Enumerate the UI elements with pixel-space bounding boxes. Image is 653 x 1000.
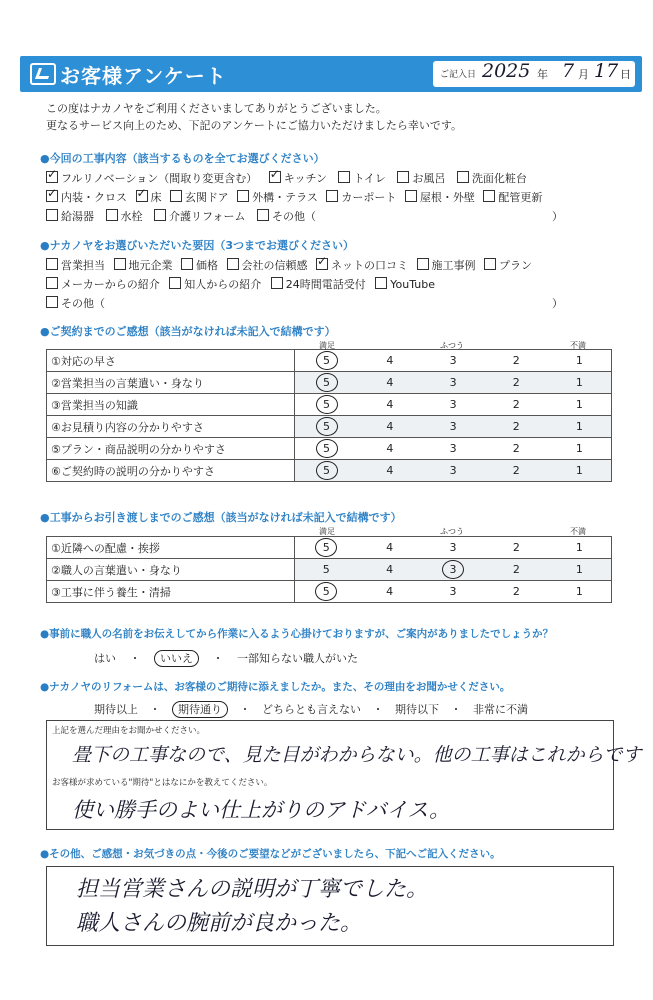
q6-option-below[interactable]: 期待以下: [395, 703, 439, 716]
separator: ・: [212, 652, 224, 665]
score-cell[interactable]: 4: [358, 438, 421, 460]
checkbox-icon[interactable]: [114, 258, 126, 270]
checkbox-checked-icon[interactable]: [46, 190, 58, 202]
table-row: [47, 559, 612, 581]
q2-option[interactable]: 地元企業: [114, 259, 173, 272]
checkbox-icon[interactable]: [106, 209, 118, 221]
score-cell[interactable]: 1: [548, 438, 612, 460]
q6-option-very-unsatisfied[interactable]: 非常に不満: [473, 703, 528, 716]
q1-option[interactable]: ✓ 床: [136, 191, 162, 204]
selected-score[interactable]: 5: [316, 351, 338, 370]
score-cell[interactable]: [294, 581, 358, 603]
q2-title: ●ナカノヤをお選びいただいた要因（3つまでお選びください）: [40, 239, 355, 252]
q2-option[interactable]: メーカーからの紹介: [46, 278, 160, 291]
date-day[interactable]: 17: [594, 60, 619, 82]
score-cell[interactable]: 4: [358, 372, 421, 394]
q6-title: ●ナカノヤのリフォームは、お客様のご期待に添えましたか。また、その理由をお聞かせください。: [40, 681, 511, 693]
q6-options: [94, 701, 528, 717]
score-cell[interactable]: [294, 537, 358, 559]
day-unit: 日: [620, 68, 631, 81]
table-row: [47, 438, 612, 460]
score-cell[interactable]: 4: [358, 394, 421, 416]
q5-option-yes[interactable]: はい: [94, 652, 116, 665]
date-year[interactable]: 2025: [482, 60, 531, 82]
page-title: お客様アンケート: [60, 64, 227, 88]
score-cell[interactable]: 4: [358, 537, 421, 559]
q1-other-close: ）: [552, 210, 563, 223]
q2-option[interactable]: その他（: [46, 297, 105, 310]
score-cell[interactable]: 4: [358, 559, 421, 581]
score-cell[interactable]: 1: [548, 372, 612, 394]
q6-expect-label: お客様が求めている"期待"とはなにかを教えてください。: [52, 778, 273, 788]
score-cell[interactable]: 1: [548, 581, 612, 603]
score-cell[interactable]: 2: [485, 372, 548, 394]
q2-other-close: ）: [552, 297, 563, 310]
date-label: ご記入日: [440, 70, 477, 80]
q2-option[interactable]: ✓ ネットの口コミ: [316, 259, 408, 272]
checkbox-checked-icon[interactable]: [269, 171, 281, 183]
scale-label-unsatisfied: 不満: [570, 527, 586, 536]
score-cell[interactable]: 2: [485, 537, 548, 559]
q5-options: [94, 650, 358, 666]
score-cell[interactable]: 1: [548, 350, 612, 372]
checkbox-icon[interactable]: [46, 209, 58, 221]
q7-comment-line-1[interactable]: 担当営業さんの説明が丁寧でした。: [76, 877, 429, 902]
checkbox-icon[interactable]: [457, 171, 469, 183]
scale-label-satisfied: 満足: [319, 527, 335, 536]
intro-line-2: 更なるサービス向上のため、下記のアンケートにご協力いただけましたら幸いです。: [46, 119, 463, 132]
q5-title: ●事前に職人の名前をお伝えしてから作業に入るよう心掛けておりますが、ご案内がありましたでしょうか？: [40, 628, 554, 640]
q1-option[interactable]: 水栓: [106, 210, 143, 223]
selected-score[interactable]: 5: [315, 582, 337, 601]
q1-option[interactable]: ✓フルリノベーション（間取り変更含む）: [46, 172, 257, 185]
q1-option[interactable]: 屋根・外壁: [405, 191, 475, 204]
question-label: ④お見積り内容の分かりやすさ: [47, 416, 295, 438]
checkbox-icon[interactable]: [46, 277, 58, 289]
q1-option[interactable]: 給湯器: [46, 210, 94, 223]
q2-option[interactable]: 施工事例: [417, 259, 476, 272]
date-month[interactable]: 7: [562, 60, 575, 82]
score-cell[interactable]: 1: [548, 537, 612, 559]
table-row: [47, 460, 612, 482]
checkbox-checked-icon[interactable]: [46, 171, 58, 183]
q1-option[interactable]: カーポート: [326, 191, 396, 204]
score-cell[interactable]: 2: [485, 559, 548, 581]
q2-option[interactable]: YouTube: [375, 278, 435, 291]
score-cell[interactable]: [294, 460, 358, 482]
q6-reason-handwriting[interactable]: 畳下の工事なので、見た目がわからない。他の工事はこれからです: [72, 744, 642, 766]
q6-reason-label: 上記を選んだ理由をお聞かせください。: [52, 726, 206, 736]
table-row: [47, 372, 612, 394]
checkbox-icon[interactable]: [271, 277, 283, 289]
checkbox-icon[interactable]: [257, 209, 269, 221]
score-cell[interactable]: 2: [485, 394, 548, 416]
q1-option[interactable]: ✓内装・クロス: [46, 191, 127, 204]
q5-option-partial[interactable]: 一部知らない職人がいた: [237, 652, 358, 665]
question-label: ②営業担当の言葉遣い・身なり: [47, 372, 295, 394]
intro-text: [46, 100, 462, 134]
score-cell[interactable]: 2: [485, 438, 548, 460]
question-label: ①近隣への配慮・挨拶: [47, 537, 295, 559]
question-label: ①対応の早さ: [47, 350, 295, 372]
score-cell[interactable]: [294, 394, 358, 416]
selected-score[interactable]: 3: [442, 560, 464, 579]
q1-option[interactable]: 洗面化粧台: [457, 172, 527, 185]
q2-row-3: [46, 295, 105, 311]
q2-option[interactable]: プラン: [484, 259, 532, 272]
score-cell[interactable]: 4: [358, 416, 421, 438]
q1-row-1: [46, 170, 527, 186]
q7-title: ●その他、ご感想・お気づきの点・今後のご要望などがございましたら、下記へご記入ください。: [40, 848, 501, 860]
scale-label-neutral: ふつう: [440, 527, 464, 536]
q3-title: ●ご契約までのご感想（該当がなければ未記入で結構です）: [40, 325, 336, 338]
score-cell[interactable]: [294, 372, 358, 394]
q4-rating-table: [46, 536, 612, 603]
checkbox-icon[interactable]: [154, 209, 166, 221]
table-row: [47, 581, 612, 603]
q1-option[interactable]: 介護リフォーム: [154, 210, 245, 223]
checkbox-checked-icon[interactable]: [316, 258, 328, 270]
q6-option-as-expected-selected[interactable]: 期待通り: [172, 701, 228, 718]
score-cell[interactable]: 3: [421, 537, 485, 559]
score-cell[interactable]: 2: [485, 460, 548, 482]
selected-score[interactable]: 5: [315, 538, 337, 557]
score-cell[interactable]: [294, 416, 358, 438]
q1-row-2: [46, 189, 542, 205]
scale-label-unsatisfied: 不満: [570, 341, 586, 350]
checkbox-icon[interactable]: [46, 258, 58, 270]
scale-label-satisfied: 満足: [319, 341, 335, 350]
q6-expect-handwriting[interactable]: 使い勝手のよい仕上がりのアドバイス。: [72, 798, 450, 822]
q1-option[interactable]: ✓ キッチン: [269, 172, 327, 185]
score-cell[interactable]: 1: [548, 460, 612, 482]
score-cell[interactable]: 1: [548, 394, 612, 416]
q2-row-2: [46, 276, 435, 292]
q2-option[interactable]: 知人からの紹介: [169, 278, 261, 291]
score-cell[interactable]: 2: [485, 581, 548, 603]
score-cell[interactable]: 5: [294, 559, 358, 581]
separator: ・: [239, 703, 251, 716]
score-cell[interactable]: 3: [422, 394, 485, 416]
checkbox-icon[interactable]: [484, 258, 496, 270]
checkbox-icon[interactable]: [397, 171, 409, 183]
checkbox-checked-icon[interactable]: [136, 190, 148, 202]
q6-option-neither[interactable]: どちらとも言えない: [262, 703, 361, 716]
q1-option[interactable]: 外構・テラス: [237, 191, 318, 204]
score-cell[interactable]: 3: [422, 416, 485, 438]
checkbox-icon[interactable]: [46, 296, 58, 308]
q2-option[interactable]: 営業担当: [46, 259, 105, 272]
table-row: [47, 394, 612, 416]
q7-comment-line-2[interactable]: 職人さんの腕前が良かった。: [76, 911, 363, 936]
q1-title: ●今回の工事内容（該当するものを全てお選びください）: [40, 152, 325, 165]
selected-score[interactable]: 5: [316, 417, 338, 436]
checkbox-icon[interactable]: [405, 190, 417, 202]
table-row: [47, 416, 612, 438]
q1-option[interactable]: 玄関ドア: [170, 191, 229, 204]
score-cell[interactable]: 3: [422, 350, 485, 372]
q1-option[interactable]: お風呂: [397, 172, 445, 185]
separator: ・: [129, 652, 141, 665]
question-label: ⑥ご契約時の説明の分かりやすさ: [47, 460, 295, 482]
score-cell[interactable]: 4: [358, 460, 421, 482]
selected-score[interactable]: 5: [316, 373, 338, 392]
q2-row-1: [46, 257, 532, 273]
scale-label-neutral: ふつう: [440, 341, 464, 350]
score-cell[interactable]: 4: [358, 581, 421, 603]
checkbox-icon[interactable]: [375, 277, 387, 289]
table-row: [47, 350, 612, 372]
score-cell[interactable]: 3: [421, 581, 485, 603]
checkbox-icon[interactable]: [326, 190, 338, 202]
q3-rating-table: [46, 349, 612, 482]
q1-option[interactable]: トイレ: [338, 172, 385, 185]
question-label: ⑤プラン・商品説明の分かりやすさ: [47, 438, 295, 460]
score-cell[interactable]: 2: [485, 416, 548, 438]
question-label: ③工事に伴う養生・清掃: [47, 581, 295, 603]
q1-option[interactable]: その他（: [257, 210, 316, 223]
selected-score[interactable]: 5: [316, 461, 338, 480]
checkbox-icon[interactable]: [417, 258, 429, 270]
score-cell[interactable]: 2: [485, 350, 548, 372]
checkbox-icon[interactable]: [181, 258, 193, 270]
score-cell[interactable]: 3: [422, 438, 485, 460]
checkbox-icon[interactable]: [338, 171, 350, 183]
q6-option-above[interactable]: 期待以上: [94, 703, 138, 716]
year-unit: 年: [537, 68, 548, 81]
score-cell[interactable]: 4: [358, 350, 421, 372]
table-row: [47, 537, 612, 559]
checkbox-icon[interactable]: [169, 277, 181, 289]
score-cell[interactable]: 3: [422, 372, 485, 394]
checkbox-icon[interactable]: [227, 258, 239, 270]
selected-score[interactable]: 5: [316, 395, 338, 414]
separator: ・: [149, 703, 161, 716]
score-cell[interactable]: [421, 559, 485, 581]
question-label: ③営業担当の知識: [47, 394, 295, 416]
company-logo: [30, 63, 56, 85]
q2-option[interactable]: 会社の信頼感: [227, 259, 308, 272]
selected-score[interactable]: 5: [316, 439, 338, 458]
separator: ・: [450, 703, 462, 716]
question-label: ②職人の言葉遣い・身なり: [47, 559, 295, 581]
score-cell[interactable]: 3: [422, 460, 485, 482]
intro-line-1: この度はナカノヤをご利用くださいましてありがとうございました。: [46, 102, 387, 115]
q2-option[interactable]: 24時間電話受付: [271, 278, 366, 291]
checkbox-icon[interactable]: [170, 190, 182, 202]
q1-row-3: [46, 208, 316, 224]
q1-option[interactable]: 配管更新: [483, 191, 542, 204]
separator: ・: [372, 703, 384, 716]
q4-title: ●工事からお引き渡しまでのご感想（該当がなければ未記入で結構です）: [40, 511, 402, 524]
month-unit: 月: [578, 68, 589, 81]
checkbox-icon[interactable]: [237, 190, 249, 202]
score-cell[interactable]: 1: [548, 416, 612, 438]
score-cell[interactable]: [294, 350, 358, 372]
score-cell[interactable]: [294, 438, 358, 460]
score-cell[interactable]: 1: [548, 559, 612, 581]
q2-option[interactable]: 価格: [181, 259, 218, 272]
q5-option-no-selected[interactable]: いいえ: [154, 650, 199, 667]
checkbox-icon[interactable]: [483, 190, 495, 202]
